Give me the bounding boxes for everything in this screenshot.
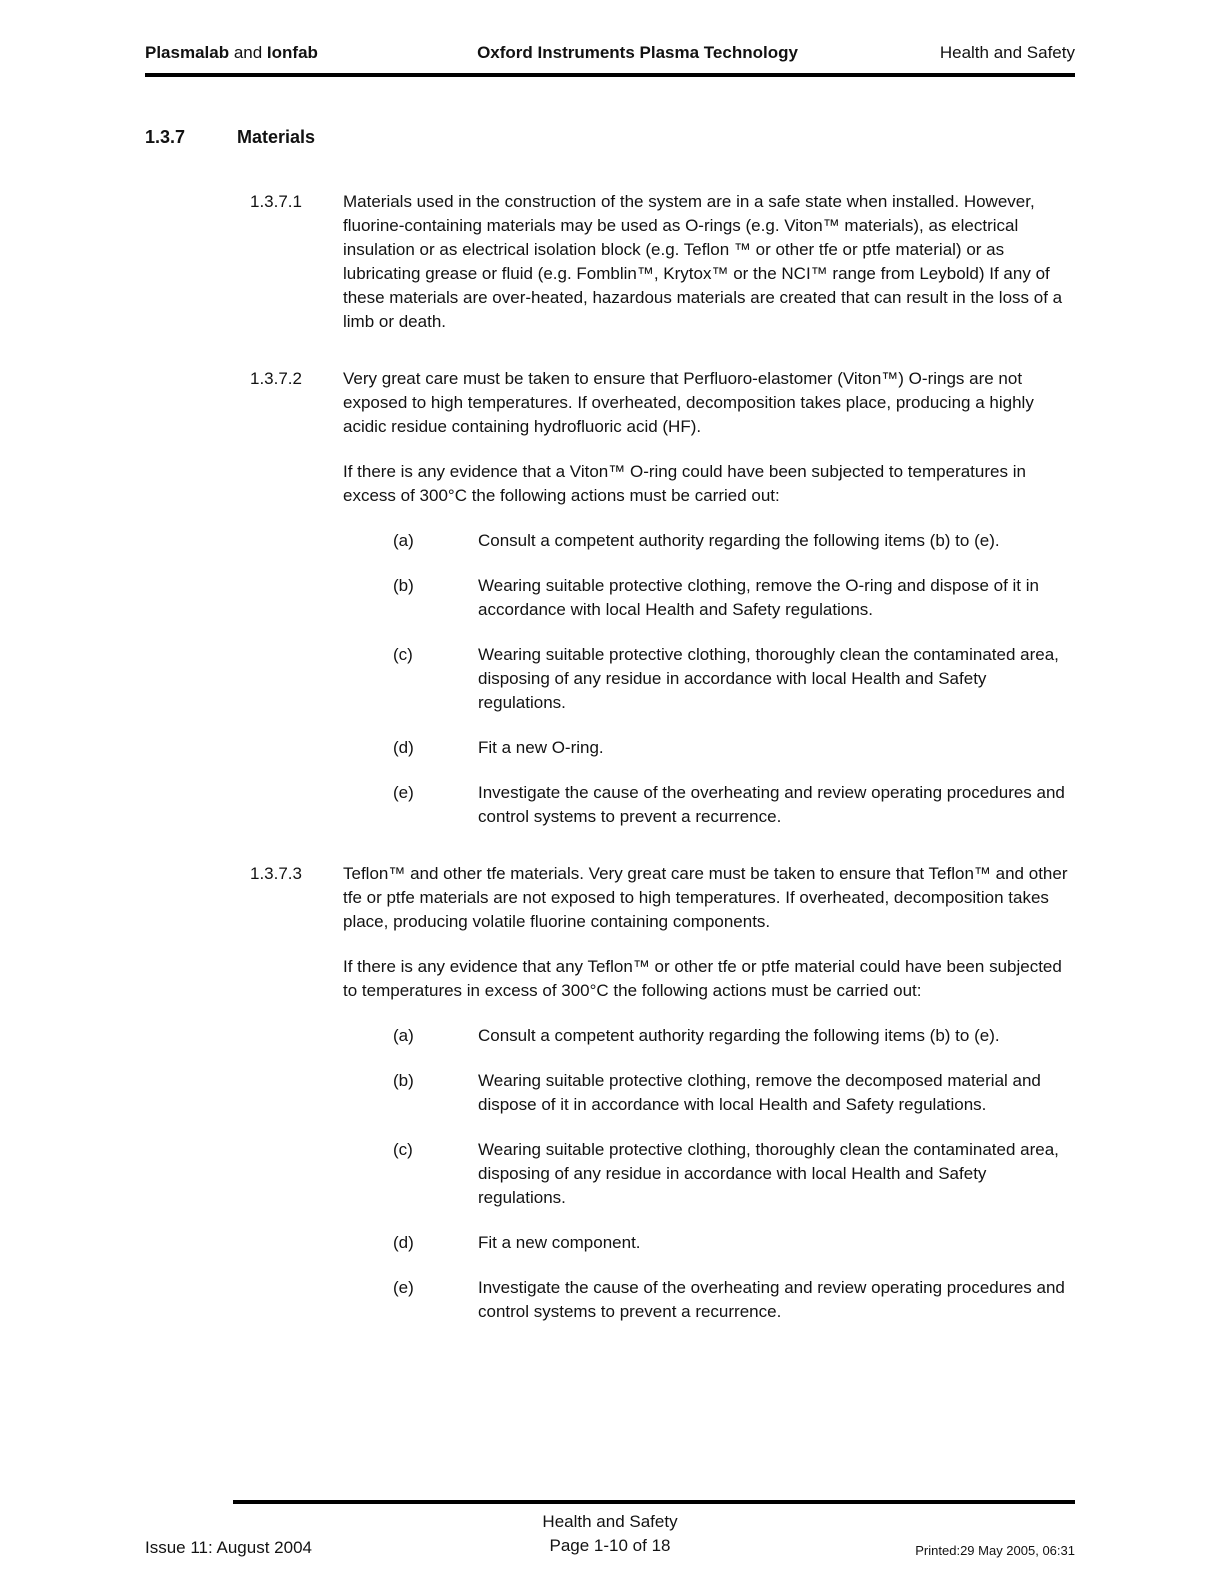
section-number: 1.3.7: [145, 127, 186, 147]
header-conjunction: and: [229, 43, 267, 62]
list-item-text: Consult a competent authority regarding the following items (b) to (e).: [478, 1026, 1000, 1045]
clause-1-3-7-3: [145, 862, 1075, 1345]
clause-number: 1.3.7.1: [250, 192, 302, 211]
list-item-label: (c): [393, 645, 413, 664]
clause-body: [343, 190, 1075, 355]
list-item-text: Fit a new O-ring.: [478, 738, 604, 757]
list-item-text: Consult a competent authority regarding the following items (b) to (e).: [478, 531, 1000, 550]
footer-section-title: Health and Safety: [542, 1512, 678, 1531]
header-right-title: Health and Safety: [939, 43, 1075, 62]
list-item-label: (b): [393, 576, 414, 595]
list-item-label: (a): [393, 1026, 414, 1045]
clause-number: 1.3.7.2: [250, 369, 302, 388]
clause-body: [343, 367, 1075, 850]
footer-rule: [233, 1500, 1075, 1504]
list-item-label: (d): [393, 1233, 414, 1252]
list-item-text: Wearing suitable protective clothing, remove the decomposed material and dispose of it in accordance with local Health and Safety regulations.: [478, 1071, 1041, 1114]
footer-printed-timestamp: Printed:29 May 2005, 06:31: [915, 1543, 1075, 1558]
paragraph: Very great care must be taken to ensure that Perfluoro-elastomer (Viton™) O-rings are not exposed to high temperatures. If overheated, decomposition takes place, producing a highly acidic residue containing hydrofluoric acid (HF).: [343, 369, 1034, 436]
header-left: [145, 42, 410, 64]
list-item-label: (e): [393, 783, 414, 802]
footer-issue: Issue 11: August 2004: [145, 1538, 312, 1557]
list-item-text: Fit a new component.: [478, 1233, 641, 1252]
list-item-text: Investigate the cause of the overheating and review operating procedures and control systems to prevent a recurrence.: [478, 1278, 1065, 1321]
list-item-a: [393, 529, 1075, 553]
product-name-plasmalab: Plasmalab: [145, 43, 230, 62]
footer-center: [410, 1510, 810, 1558]
list-item-d: [393, 1231, 1075, 1255]
section-title: Materials: [237, 127, 316, 147]
product-name-ionfab: Ionfab: [266, 43, 318, 62]
list-item-e: [393, 781, 1075, 829]
clause-1-3-7-2: [145, 367, 1075, 850]
header-rule: [145, 73, 1075, 77]
section-heading: [145, 127, 1075, 148]
list-item-label: (d): [393, 738, 414, 757]
list-item-text: Wearing suitable protective clothing, remove the O-ring and dispose of it in accordance with local Health and Safety regulations.: [478, 576, 1039, 619]
clause-1-3-7-1: [145, 190, 1075, 355]
header-center-title: Oxford Instruments Plasma Technology: [477, 43, 798, 62]
clause-number: 1.3.7.3: [250, 864, 302, 883]
list-item-c: [393, 1138, 1075, 1210]
footer-page-number: Page 1-10 of 18: [549, 1536, 671, 1555]
header-row: [145, 42, 1075, 64]
list-item-b: [393, 1069, 1075, 1117]
list-item-label: (e): [393, 1278, 414, 1297]
list-item-a: [393, 1024, 1075, 1048]
list-item-d: [393, 736, 1075, 760]
list-item-label: (b): [393, 1071, 414, 1090]
list-item-label: (a): [393, 531, 414, 550]
paragraph: Materials used in the construction of the system are in a safe state when installed. However, fluorine-containing materials may be used as O-rings (e.g. Viton™ materials), as electrical insulation or as electrical isolation block (e.g. Teflon ™ or other tfe or ptfe material) or as lubricating grease or fluid (e.g. Fomblin™, Krytox™ or the NCI™ range from Leybold) If any of these materials are over-heated, hazardous materials are created that can result in the loss of a limb or death.: [343, 192, 1063, 331]
list-item-text: Investigate the cause of the overheating and review operating procedures and control systems to prevent a recurrence.: [478, 783, 1065, 826]
paragraph: If there is any evidence that a Viton™ O-ring could have been subjected to temperatures in excess of 300°C the following actions must be carried out:: [343, 462, 1026, 505]
page-footer: [145, 1500, 1075, 1558]
list-item-b: [393, 574, 1075, 622]
list-item-c: [393, 643, 1075, 715]
footer-row: [145, 1510, 1075, 1558]
list-item-label: (c): [393, 1140, 413, 1159]
clause-body: [343, 862, 1075, 1345]
page-header: [145, 42, 1075, 77]
list-item-text: Wearing suitable protective clothing, thoroughly clean the contaminated area, disposing of any residue in accordance with local Health and Safety regulations.: [478, 1140, 1059, 1207]
paragraph: If there is any evidence that any Teflon™ or other tfe or ptfe material could have been subjected to temperatures in excess of 300°C the following actions must be carried out:: [343, 957, 1062, 1000]
list-item-e: [393, 1276, 1075, 1324]
paragraph: Teflon™ and other tfe materials. Very great care must be taken to ensure that Teflon™ and other tfe or ptfe materials are not exposed to high temperatures. If overheated, decomposition takes place, producing volatile fluorine containing components.: [343, 864, 1068, 931]
list-item-text: Wearing suitable protective clothing, thoroughly clean the contaminated area, disposing of any residue in accordance with local Health and Safety regulations.: [478, 645, 1059, 712]
